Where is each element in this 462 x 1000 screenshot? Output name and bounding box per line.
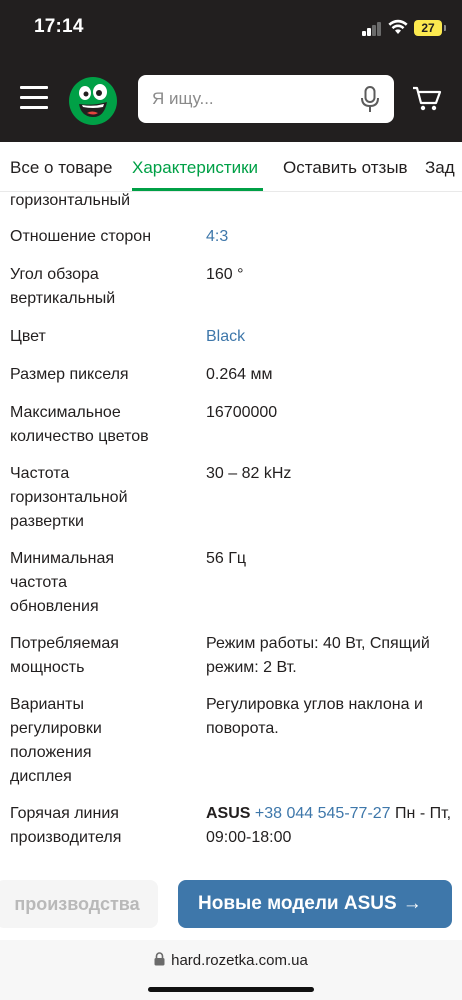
- bottom-action-bar: [0, 866, 462, 940]
- product-tabs: [0, 142, 462, 192]
- status-bar: [0, 0, 462, 58]
- spec-label: Потребляемая мощность: [10, 635, 119, 676]
- button-label: Новые модели ASUS: [198, 893, 397, 914]
- spec-label: Частота горизонтальной развертки: [10, 465, 128, 530]
- spec-label: Цвет: [10, 328, 46, 345]
- cellular-signal-icon: [362, 22, 382, 36]
- search-input[interactable]: [152, 87, 342, 111]
- rozetka-logo[interactable]: [68, 76, 118, 126]
- tab-questions[interactable]: Зад: [425, 158, 455, 177]
- spec-value: Регулировка углов наклона и поворота.: [206, 696, 423, 737]
- url-display[interactable]: [0, 952, 462, 969]
- hotline-phone-link[interactable]: +38 044 545-77-27: [254, 805, 391, 822]
- brand-name: ASUS: [206, 805, 251, 822]
- cart-icon[interactable]: [412, 86, 442, 112]
- menu-icon[interactable]: [20, 86, 48, 110]
- spec-value: 0.264 мм: [206, 366, 273, 383]
- tab-all-about-product[interactable]: Все о товаре: [10, 158, 113, 177]
- tab-characteristics[interactable]: Характеристики: [132, 158, 259, 177]
- specs-table: [0, 192, 462, 880]
- spec-value: 30 – 82 kHz: [206, 465, 292, 482]
- spec-label: Минимальная частота обновления: [10, 550, 115, 615]
- tab-leave-review[interactable]: Оставить отзыв: [283, 158, 408, 177]
- spec-label: Варианты регулировки положения дисплея: [10, 696, 102, 785]
- lock-icon: [154, 952, 165, 966]
- spec-value-link[interactable]: Black: [206, 328, 246, 345]
- status-time: 17:14: [34, 16, 84, 37]
- spec-value: 56 Гц: [206, 550, 247, 567]
- battery-icon: 27: [414, 20, 442, 36]
- arrow-right-icon: →: [402, 893, 422, 914]
- browser-url-bar[interactable]: [0, 940, 462, 1000]
- search-box: [138, 75, 394, 123]
- url-text: hard.rozetka.com.ua: [171, 952, 308, 969]
- spec-label-cut-off: горизонтальный: [10, 192, 131, 209]
- spec-value-link[interactable]: 4:3: [206, 228, 229, 245]
- hotline-hours: Пн - Пт, 09:00-18:00: [206, 805, 452, 846]
- active-tab-indicator: [132, 188, 263, 191]
- spec-label: Горячая линия производителя: [10, 805, 122, 846]
- spec-value: [206, 802, 456, 850]
- previous-link-button[interactable]: производства: [0, 880, 158, 928]
- site-header: [0, 58, 462, 142]
- spec-value: Режим работы: 40 Вт, Спящий режим: 2 Вт.: [206, 635, 430, 676]
- spec-value: 160 °: [206, 266, 244, 283]
- spec-label: Размер пикселя: [10, 366, 129, 383]
- wifi-icon: [388, 19, 408, 35]
- new-asus-models-button[interactable]: [178, 880, 452, 928]
- home-indicator[interactable]: [148, 987, 314, 992]
- microphone-icon[interactable]: [360, 86, 380, 113]
- spec-label: Угол обзора вертикальный: [10, 266, 116, 307]
- spec-value: 16700000: [206, 404, 278, 421]
- spec-label: Отношение сторон: [10, 228, 152, 245]
- spec-label: Максимальное количество цветов: [10, 404, 149, 445]
